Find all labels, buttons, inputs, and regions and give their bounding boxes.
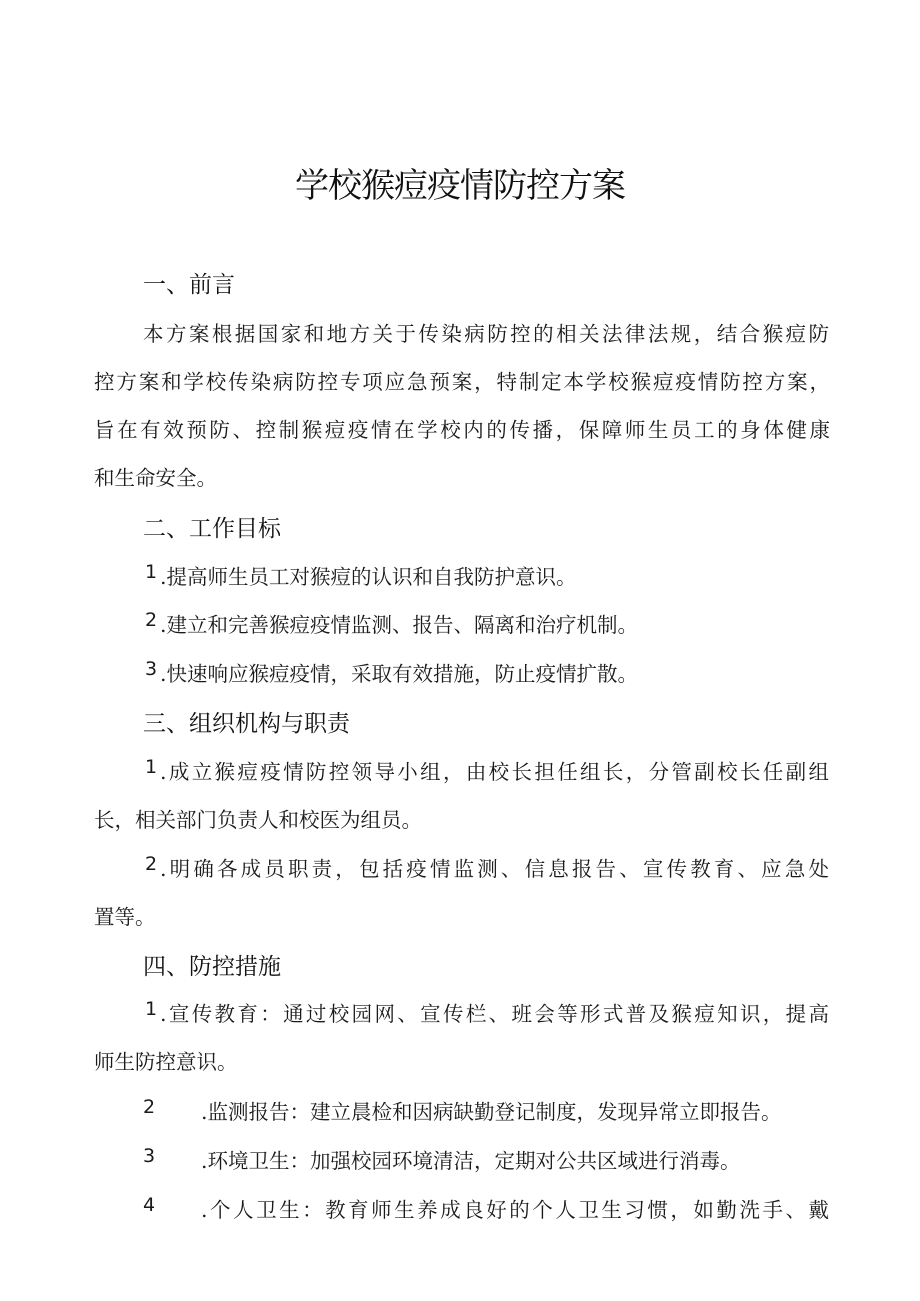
preface-line-2: 控方案和学校传染病防控专项应急预案，特制定本学校猴痘疫情防控方案， (94, 370, 830, 394)
goal-3-number: 3 (145, 658, 158, 680)
section-heading-preface: 一、前言 (143, 272, 235, 298)
measure-2-text: .监测报告：建立晨检和因病缺勤登记制度，发现异常立即报告。 (201, 1100, 782, 1124)
org-1-text: .成立猴痘疫情防控领导小组，由校长担任组长，分管副校长任副组 (160, 760, 829, 784)
goal-2-number: 2 (145, 609, 158, 631)
goal-3-text: .快速响应猴痘疫情，采取有效措施，防止疫情扩散。 (160, 662, 639, 686)
document-title: 学校猴痘疫情防控方案 (295, 166, 625, 206)
measure-1-text: .宣传教育：通过校园网、宣传栏、班会等形式普及猴痘知识，提高 (160, 1002, 829, 1026)
org-2-continuation: 置等。 (94, 905, 156, 929)
measure-1-continuation: 师生防控意识。 (94, 1050, 238, 1074)
measure-1-number: 1 (145, 998, 158, 1020)
org-2-number: 2 (145, 853, 158, 875)
measure-2-number: 2 (143, 1096, 156, 1118)
goal-2-text: .建立和完善猴痘疫情监测、报告、隔离和治疗机制。 (160, 613, 639, 637)
org-1-number: 1 (145, 756, 158, 778)
measure-4-text: .个人卫生：教育师生养成良好的个人卫生习惯，如勤洗手、戴 (201, 1198, 829, 1222)
goal-1-number: 1 (145, 561, 158, 583)
measure-4-number: 4 (143, 1194, 156, 1216)
preface-line-4: 和生命安全。 (94, 466, 217, 490)
preface-line-3: 旨在有效预防、控制猴痘疫情在学校内的传播，保障师生员工的身体健康 (94, 418, 830, 442)
measure-3-text: .环境卫生：加强校园环境清洁，定期对公共区域进行消毒。 (201, 1149, 741, 1173)
org-2-text: .明确各成员职责，包括疫情监测、信息报告、宣传教育、应急处 (160, 857, 829, 881)
goal-1-text: .提高师生员工对猴痘的认识和自我防护意识。 (160, 565, 577, 589)
section-heading-goals: 二、工作目标 (143, 516, 281, 542)
org-1-continuation: 长，相关部门负责人和校医为组员。 (94, 808, 422, 832)
section-heading-organization: 三、组织机构与职责 (143, 711, 350, 737)
preface-line-1: 本方案根据国家和地方关于传染病防控的相关法律法规，结合猴痘防 (143, 322, 829, 346)
section-heading-measures: 四、防控措施 (143, 954, 281, 980)
measure-3-number: 3 (143, 1145, 156, 1167)
